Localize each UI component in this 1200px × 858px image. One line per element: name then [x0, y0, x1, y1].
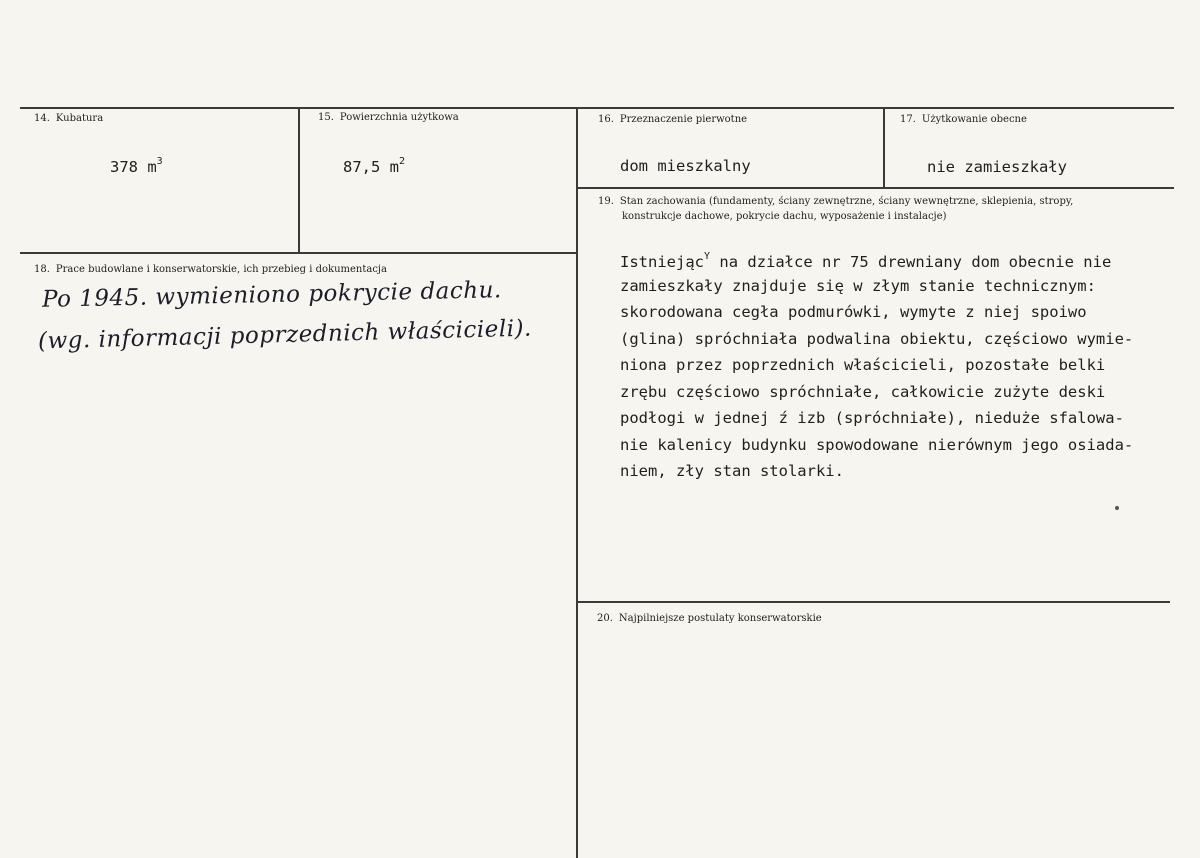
divider-16-17	[883, 107, 885, 187]
body-first-superscript: Y	[704, 251, 711, 262]
field-17-number: 17.	[900, 114, 916, 125]
rule-19-bottom	[577, 601, 1170, 603]
body-line: podłogi w jednej ź izb (spróchniałe), nieduże sfalowa-	[620, 409, 1124, 427]
field-17-value: nie zamieszkały	[927, 158, 1067, 176]
ink-speck	[1115, 506, 1119, 510]
powierzchnia-unit-exponent: 2	[399, 156, 406, 167]
body-line: (glina) spróchniała podwalina obiektu, częściowo wymie-	[620, 329, 1134, 348]
handwritten-line-2: (wg. informacji poprzednich właścicieli).	[37, 315, 533, 355]
field-16-label	[598, 114, 747, 125]
divider-14-15	[298, 107, 300, 253]
powierzchnia-value: 87,5 m	[343, 158, 399, 177]
field-19-title-line-1: Stan zachowania (fundamenty, ściany zewnętrzne, ściany wewnętrzne, sklepienia, stropy,	[619, 196, 1074, 207]
field-15-number: 15.	[318, 112, 334, 123]
body-first-rest: na działce nr 75 drewniany dom obecnie nie	[710, 253, 1112, 272]
handwritten-line-1: Po 1945. wymieniono pokrycie dachu.	[41, 277, 502, 313]
field-18-title: Prace budowlane i konserwatorskie, ich przebieg i dokumentacja	[55, 264, 387, 275]
body-line: nie kalenicy budynku spowodowane nierównym jego osiada-	[620, 435, 1134, 454]
field-16-title: Przeznaczenie pierwotne	[619, 114, 748, 125]
field-20-title: Najpilniejsze postulaty konserwatorskie	[618, 613, 822, 624]
stan-zachowania-text	[620, 246, 1133, 485]
field-14-value	[110, 158, 163, 176]
field-15-title: Powierzchnia użytkowa	[339, 112, 459, 123]
field-19-label	[598, 196, 1073, 207]
rule-16-17-bottom	[577, 187, 1174, 189]
field-16-value: dom mieszkalny	[620, 157, 751, 175]
body-line: niona przez poprzednich właścicieli, pozostałe belki	[620, 356, 1106, 374]
field-14-title: Kubatura	[55, 113, 104, 124]
body-line: zamieszkały znajduje się w złym stanie technicznym:	[620, 276, 1096, 295]
kubatura-value: 378 m	[110, 158, 157, 177]
field-15-label	[318, 112, 459, 123]
field-14-label	[34, 113, 103, 124]
field-14-number: 14.	[34, 113, 50, 124]
body-first-word: Istniejąc	[620, 253, 704, 272]
field-18-label	[34, 264, 387, 275]
body-line: zrębu częściowo spróchniałe, całkowicie zużyte deski	[620, 382, 1106, 401]
field-18-number: 18.	[34, 264, 50, 275]
body-line: skorodowana cegła podmurówki, wymyte z niej spoiwo	[620, 303, 1087, 321]
field-19-number: 19.	[598, 196, 614, 207]
body-line-first	[620, 246, 1133, 273]
field-15-value	[343, 158, 405, 176]
field-17-title: Użytkowanie obecne	[921, 114, 1027, 125]
body-line: niem, zły stan stolarki.	[620, 462, 844, 480]
kubatura-unit-exponent: 3	[156, 156, 163, 167]
rule-14-15-bottom	[20, 252, 577, 254]
top-rule	[20, 107, 1174, 109]
field-20-label	[597, 613, 822, 624]
field-19-label-line-2: konstrukcje dachowe, pokrycie dachu, wyposażenie i instalacje)	[622, 211, 947, 222]
field-16-number: 16.	[598, 114, 614, 125]
field-20-number: 20.	[597, 613, 613, 624]
field-17-label	[900, 114, 1027, 125]
divider-left-right	[576, 107, 578, 858]
